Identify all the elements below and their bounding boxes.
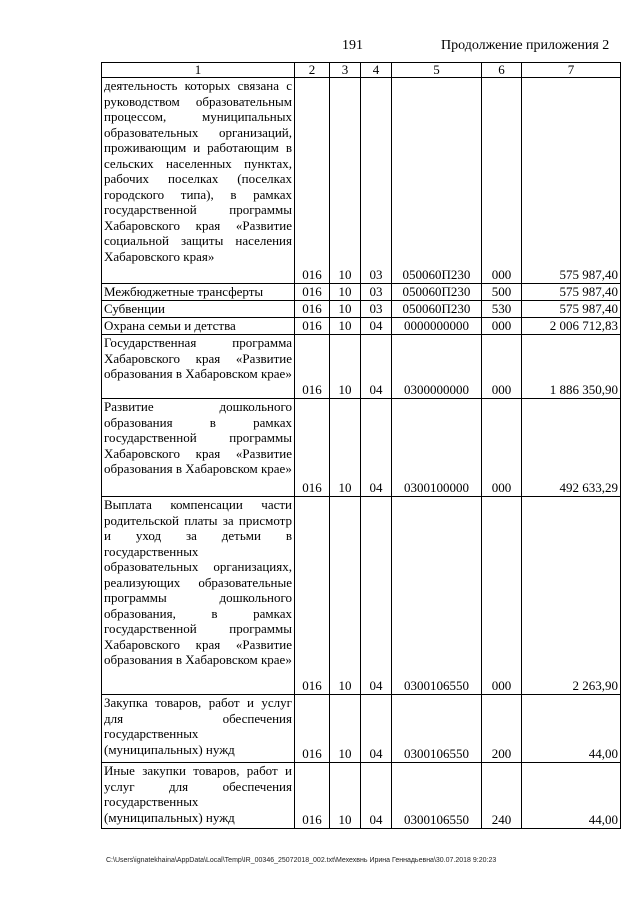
cell-target: 0300106550 (392, 763, 482, 829)
cell-target: 050060П230 (392, 301, 482, 318)
cell-expense-type: 000 (482, 78, 522, 284)
cell-amount: 2 006 712,83 (522, 318, 621, 335)
row-name: Иные закупки товаров, работ и услуг для обеспечения государственных (муниципальных) нужд (102, 763, 295, 829)
cell-code: 016 (295, 78, 330, 284)
cell-code: 016 (295, 695, 330, 763)
row-name: Развитие дошкольного образования в рамках государственной программы Хабаровского края «Развитие образования в Хабаровском крае» (102, 399, 295, 497)
cell-subsection: 04 (361, 763, 392, 829)
table-row (102, 78, 621, 284)
row-name: Субвенции (102, 301, 295, 318)
table-row (102, 763, 621, 829)
cell-amount: 575 987,40 (522, 284, 621, 301)
table-row (102, 318, 621, 335)
cell-code: 016 (295, 399, 330, 497)
cell-target: 050060П230 (392, 78, 482, 284)
col-header-6: 6 (482, 63, 522, 78)
col-header-1: 1 (102, 63, 295, 78)
table-row (102, 301, 621, 318)
cell-target: 0300106550 (392, 695, 482, 763)
table-row (102, 284, 621, 301)
cell-code: 016 (295, 497, 330, 695)
col-header-5: 5 (392, 63, 482, 78)
header-row (102, 63, 621, 78)
col-header-7: 7 (522, 63, 621, 78)
cell-section: 10 (330, 763, 361, 829)
cell-code: 016 (295, 763, 330, 829)
cell-expense-type: 530 (482, 301, 522, 318)
cell-target: 0300000000 (392, 335, 482, 399)
cell-section: 10 (330, 335, 361, 399)
continuation-label: Продолжение приложения 2 (441, 38, 610, 53)
cell-expense-type: 000 (482, 318, 522, 335)
cell-amount: 492 633,29 (522, 399, 621, 497)
row-name: Охрана семьи и детства (102, 318, 295, 335)
cell-expense-type: 000 (482, 497, 522, 695)
cell-subsection: 04 (361, 318, 392, 335)
cell-amount: 44,00 (522, 763, 621, 829)
table-row (102, 335, 621, 399)
cell-target: 050060П230 (392, 284, 482, 301)
cell-expense-type: 000 (482, 335, 522, 399)
page-number: 191 (342, 38, 363, 53)
cell-target: 0300100000 (392, 399, 482, 497)
row-name: деятельность которых связана с руководством образовательным процессом, муниципальных образовательных организаций, проживающим и работающим в сельских населенных пунктах, рабочих поселках (поселках городского типа), в рамках государственной программы Хабаровского края «Развитие социальной защиты населения Хабаровского края» (102, 78, 295, 284)
cell-expense-type: 000 (482, 399, 522, 497)
cell-subsection: 04 (361, 497, 392, 695)
budget-table (101, 62, 621, 829)
cell-subsection: 03 (361, 284, 392, 301)
cell-expense-type: 500 (482, 284, 522, 301)
cell-code: 016 (295, 318, 330, 335)
col-header-3: 3 (330, 63, 361, 78)
row-name: Государственная программа Хабаровского края «Развитие образования в Хабаровском крае» (102, 335, 295, 399)
col-header-4: 4 (361, 63, 392, 78)
cell-code: 016 (295, 301, 330, 318)
footer-file-path: C:\Users\ignatekhaina\AppData\Local\Temp\IR_00346_25072018_002.txt\Мехехвнь Ирина Геннадьевна\30.07.2018 9:20:23 (106, 857, 497, 864)
cell-target: 0000000000 (392, 318, 482, 335)
cell-expense-type: 240 (482, 763, 522, 829)
cell-amount: 575 987,40 (522, 301, 621, 318)
row-name: Закупка товаров, работ и услуг для обеспечения государственных (муниципальных) нужд (102, 695, 295, 763)
cell-subsection: 04 (361, 335, 392, 399)
row-name: Выплата компенсации части родительской платы за присмотр и уход за детьми в государственных образовательных организациях, реализующих образовательные программы дошкольного образования, в рамках государственной программы Хабаровского края «Развитие образования в Хабаровском крае» (102, 497, 295, 695)
cell-section: 10 (330, 284, 361, 301)
cell-expense-type: 200 (482, 695, 522, 763)
cell-section: 10 (330, 318, 361, 335)
col-header-2: 2 (295, 63, 330, 78)
cell-target: 0300106550 (392, 497, 482, 695)
cell-subsection: 04 (361, 695, 392, 763)
cell-subsection: 03 (361, 301, 392, 318)
cell-section: 10 (330, 497, 361, 695)
row-name: Межбюджетные трансферты (102, 284, 295, 301)
table-row (102, 695, 621, 763)
table-row (102, 497, 621, 695)
cell-section: 10 (330, 301, 361, 318)
cell-subsection: 03 (361, 78, 392, 284)
cell-amount: 1 886 350,90 (522, 335, 621, 399)
cell-section: 10 (330, 399, 361, 497)
table-row (102, 399, 621, 497)
cell-section: 10 (330, 695, 361, 763)
cell-section: 10 (330, 78, 361, 284)
cell-code: 016 (295, 335, 330, 399)
cell-subsection: 04 (361, 399, 392, 497)
cell-amount: 2 263,90 (522, 497, 621, 695)
cell-amount: 44,00 (522, 695, 621, 763)
cell-code: 016 (295, 284, 330, 301)
cell-amount: 575 987,40 (522, 78, 621, 284)
